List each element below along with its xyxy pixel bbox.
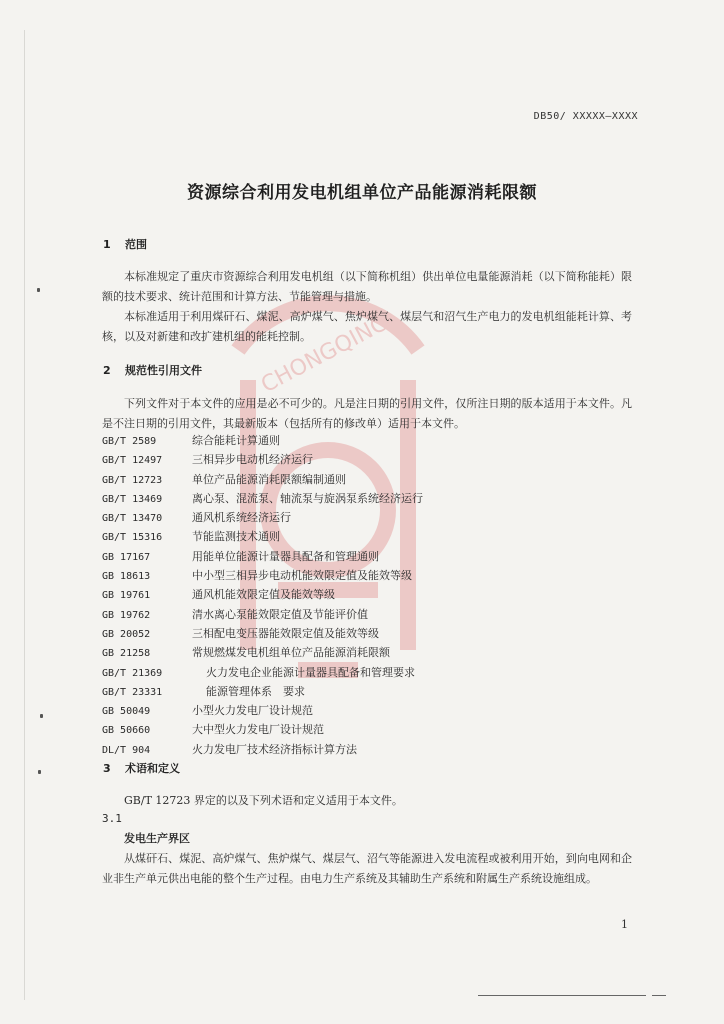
section-number: 1 [103, 238, 111, 251]
reference-item: GB 19761 通风机能效限定值及能效等级 [102, 588, 335, 602]
section-1-heading [103, 236, 147, 252]
reference-item: GB 50660 大中型火力发电厂设计规范 [102, 723, 324, 737]
reference-item: GB 19762 清水离心泵能效限定值及节能评价值 [102, 607, 368, 621]
reference-item: GB/T 23331 能源管理体系 要求 [102, 684, 305, 698]
page-number: 1 [621, 918, 628, 931]
reference-item: GB/T 13470 通风机系统经济运行 [102, 511, 291, 525]
reference-item: GB 20052 三相配电变压器能效限定值及能效等级 [102, 626, 379, 640]
footer-rule [652, 995, 666, 996]
reference-list [102, 431, 622, 759]
section-title: 范围 [125, 238, 147, 251]
reference-item: GB/T 12723 单位产品能源消耗限额编制通则 [102, 472, 346, 486]
reference-item: GB/T 15316 节能监测技术通则 [102, 530, 280, 544]
reference-item: GB 21258 常规燃煤发电机组单位产品能源消耗限额 [102, 646, 390, 660]
reference-item: GB 17167 用能单位能源计量器具配备和管理通则 [102, 549, 379, 563]
document-code: DB50/ XXXXX—XXXX [533, 111, 638, 122]
document-title: 资源综合利用发电机组单位产品能源消耗限额 [187, 183, 537, 203]
scan-speck [37, 288, 40, 292]
scan-edge [24, 30, 25, 1000]
reference-item: DL/T 904 火力发电厂技术经济指标计算方法 [102, 742, 357, 756]
term-name: 发电生产界区 [124, 832, 190, 845]
scan-speck [38, 770, 41, 774]
svg-text:CHONGQING: CHONGQING [257, 310, 393, 399]
section-number: 2 [103, 364, 111, 377]
section-title: 规范性引用文件 [125, 364, 202, 377]
reference-item: GB 50049 小型火力发电厂设计规范 [102, 704, 313, 718]
section-title: 术语和定义 [125, 762, 180, 775]
reference-item: GB/T 21369 火力发电企业能源计量器具配备和管理要求 [102, 665, 415, 679]
section-number: 3 [103, 762, 111, 775]
reference-item: GB/T 2589 综合能耗计算通则 [102, 434, 280, 447]
reference-item: GB 18613 中小型三相异步电动机能效限定值及能效等级 [102, 569, 412, 583]
section-3-paragraph-1: GB/T 12723 界定的以及下列术语和定义适用于本文件。 [124, 794, 403, 807]
section-3-heading [103, 760, 180, 776]
section-1-paragraph-1: 本标准规定了重庆市资源综合利用发电机组（以下简称机组）供出单位电量能源消耗（以下简称能耗）限额的技术要求、统计范围和计算方法、节能管理与措施。 [102, 270, 632, 303]
reference-item: GB/T 12497 三相异步电动机经济运行 [102, 453, 313, 467]
reference-item: GB/T 13469 离心泵、混流泵、轴流泵与旋涡泵系统经济运行 [102, 491, 423, 505]
term-definition: 从煤矸石、煤泥、高炉煤气、焦炉煤气、煤层气、沼气等能源进入发电流程或被利用开始，到向电网和企业非生产单元供出电能的整个生产过程。由电力生产系统及其辅助生产系统和附属生产系统设施组成。 [102, 852, 632, 885]
section-2-paragraph-1: 下列文件对于本文件的应用是必不可少的。凡是注日期的引用文件，仅所注日期的版本适用于本文件。凡是不注日期的引用文件，其最新版本（包括所有的修改单）适用于本文件。 [102, 397, 632, 430]
footer-rule [478, 995, 646, 996]
scan-speck [40, 714, 43, 718]
section-2-heading [103, 362, 202, 378]
section-1-paragraph-2: 本标准适用于利用煤矸石、煤泥、高炉煤气、焦炉煤气、煤层气和沼气生产电力的发电机组能耗计算、考核，以及对新建和改扩建机组的能耗控制。 [102, 310, 632, 343]
term-number: 3.1 [102, 812, 122, 825]
